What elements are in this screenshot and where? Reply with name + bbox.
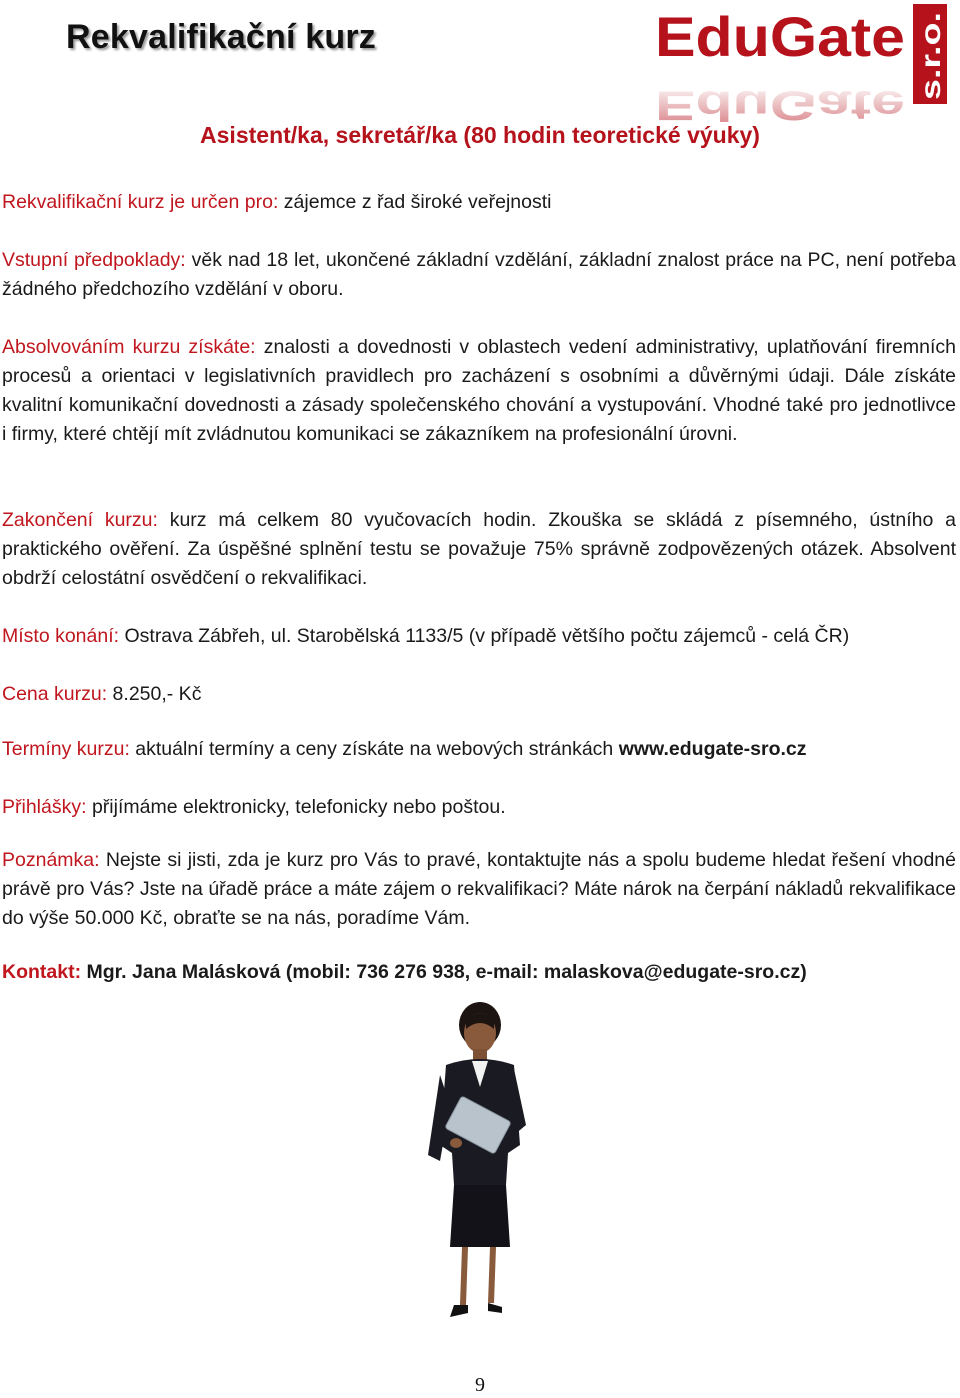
section-label: Místo konání: xyxy=(2,625,120,647)
section-location xyxy=(2,622,956,651)
section-benefits xyxy=(2,333,956,449)
section-note xyxy=(2,846,956,933)
section-label: Vstupní předpoklady: xyxy=(2,249,186,271)
section-text: znalosti a dovednosti v oblastech vedení administrativy, uplatňování firemních procesů a orientaci v legislativních pravidlech pro zacházení s osobními a důvěrnými údaji. Dále získáte kvalitní komunikační dovednosti a zásady společenského chování a vystupování. Vhodné také pro jednotlivce i firmy, které chtějí mít zvládnutou komunikaci se zákazníkem na profesionální úrovni. xyxy=(2,336,956,445)
section-target xyxy=(2,188,956,217)
page-number: 9 xyxy=(475,1374,485,1396)
businesswoman-photo xyxy=(410,995,550,1330)
section-label: Rekvalifikační kurz je určen pro: xyxy=(2,191,279,213)
section-text: kurz má celkem 80 vyučovacích hodin. Zkouška se skládá z písemného, ústního a praktického ověření. Za úspěšné splnění testu se považuje 75% správně zodpovězených otázek. Absolvent obdrží celostátní osvědčení o rekvalifikaci. xyxy=(2,509,956,589)
section-contact xyxy=(2,958,956,987)
section-text: aktuální termíny a ceny získáte na webových stránkách xyxy=(129,738,619,760)
section-label: Kontakt: xyxy=(2,961,82,983)
website-link[interactable]: www.edugate-sro.cz xyxy=(618,738,807,760)
section-text: věk nad 18 let, ukončené základní vzdělání, základní znalost práce na PC, není potřeba žádného předchozího vzdělání v oboru. xyxy=(2,249,956,300)
section-dates xyxy=(2,735,956,764)
section-text: Ostrava Zábřeh, ul. Starobělská 1133/5 (v případě většího počtu zájemců - celá ČR) xyxy=(119,625,850,647)
section-text: Mgr. Jana Malásková (mobil: 736 276 938, e-mail: malaskova@edugate-sro.cz) xyxy=(81,961,807,983)
section-prerequisites xyxy=(2,246,956,304)
page-title: Rekvalifikační kurz xyxy=(66,18,376,56)
section-label: Přihlášky: xyxy=(2,796,87,818)
course-subtitle: Asistent/ka, sekretář/ka (80 hodin teoretické výuky) xyxy=(200,122,760,148)
section-text: Nejste si jisti, zda je kurz pro Vás to pravé, kontaktujte nás a spolu budeme hledat řešení vhodné právě pro Vás? Jste na úřadě práce a máte zájem o rekvalifikaci? Máte nárok na čerpání nákladů rekvalifikace do výše 50.000 Kč, obraťte se na nás, poradíme Vám. xyxy=(2,849,956,929)
section-completion xyxy=(2,506,956,593)
section-text: přijímáme elektronicky, telefonicky nebo poštou. xyxy=(86,796,506,818)
section-text: 8.250,- Kč xyxy=(107,683,202,705)
logo-suffix: s.r.o. xyxy=(915,34,946,100)
section-applications xyxy=(2,793,956,822)
section-price xyxy=(2,680,956,709)
logo-text: EduGate xyxy=(655,5,905,68)
section-label: Termíny kurzu: xyxy=(2,738,130,760)
edugate-logo xyxy=(655,4,950,129)
logo-reflection: EduGate xyxy=(655,82,905,129)
section-label: Poznámka: xyxy=(2,849,100,871)
section-label: Cena kurzu: xyxy=(2,683,108,705)
section-label: Absolvováním kurzu získáte: xyxy=(2,336,256,358)
section-text: zájemce z řad široké veřejnosti xyxy=(278,191,552,213)
section-label: Zakončení kurzu: xyxy=(2,509,158,531)
